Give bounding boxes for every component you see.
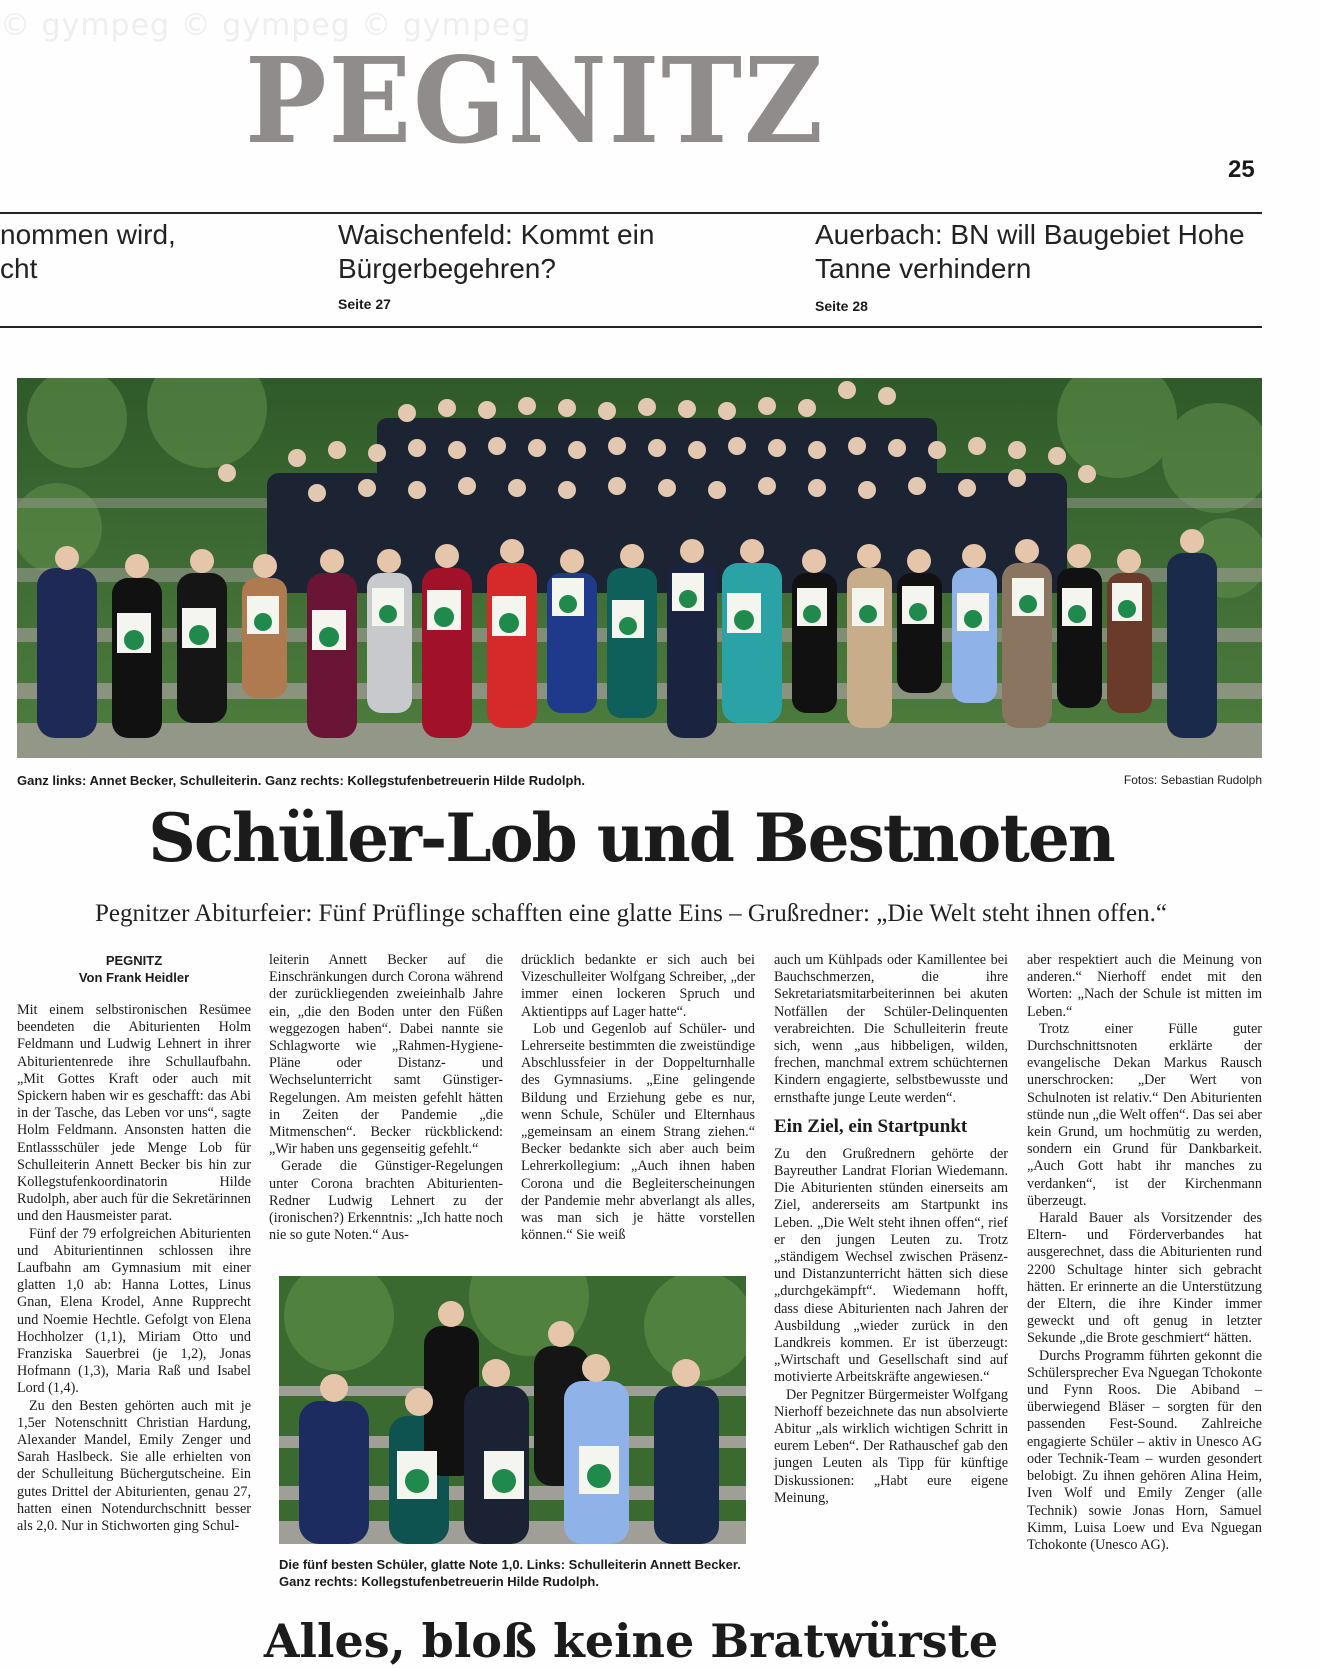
paragraph: Harald Bauer als Vorsitzender des Eltern- und Förderverbandes hat ausgerechnet, dass die Abiturienten rund 2200 Schultage hinter sich gebracht hätten. Er erinnerte an die Unterstützung der Eltern, die ihre Kinder immer geweckt und oft genug in letzter Sekunde „die Brote geschmiert“ hätten. bbox=[1027, 1210, 1262, 1347]
paragraph: aber respektiert auch die Meinung von anderen.“ Nierhoff endet mit den Worten: „Nach der Schule ist mitten im Leben.“ bbox=[1027, 952, 1262, 1020]
paragraph: auch um Kühlpads oder Kamillentee bei Bauchschmerzen, die ihre Sekretariatsmitarbeiterinnen bei akuten Notfällen der Schüler-Delinquenten verabreichten. Die Schulleiterin freute sich, wenn „aus hibbeligen, wilden, frechen, manchmal extrem schüchternen Kindern engagierte, selbstbewusste und ernsthafte junge Leute werden“. bbox=[774, 952, 1008, 1106]
group-photo-caption: Ganz links: Annet Becker, Schulleiterin. Ganz rechts: Kollegstufenbetreuerin Hilde Rudolph. bbox=[17, 773, 586, 788]
next-article-headline: Alles, bloß keine Bratwürste bbox=[263, 1614, 999, 1668]
paragraph: Der Pegnitzer Bürgermeister Wolfgang Nierhoff bezeichnete das nun absolvierte Abitur „als wirklich wichtigen Schritt in eurem Leben“. Der Rathauschef gab den jungen Leuten als Tipp für künftige Diskussionen: „Habt eure eigene Meinung, bbox=[774, 1386, 1008, 1506]
paragraph: Fünf der 79 erfolgreichen Abiturienten und Abiturientinnen schlossen ihre Laufbahn am Gymnasium mit einer glatten 1,0 ab: Hanna Lottes, Linus Gnan, Elena Krodel, Anne Rupprecht und Noemie Hechtle. Gefolgt von Elena Hochholzer (1,1), Miriam Otto und Franziska Sauerbrei (je 1,2), Jonas Hofmann (1,3), Maria Raß und Isabel Lord (1,4). bbox=[17, 1225, 251, 1397]
article-column-1 bbox=[17, 952, 251, 1535]
masthead: PEGNITZ bbox=[245, 31, 826, 170]
page-number: 25 bbox=[1228, 156, 1255, 183]
top-students-caption: Die fünf besten Schüler, glatte Note 1,0. Links: Schulleiterin Annett Becker. Ganz rechts: Kollegstufenbetreuerin Hilde Rudolph. bbox=[279, 1557, 741, 1589]
teaser-3-page: Seite 28 bbox=[815, 298, 868, 314]
article-subheadline: Pegnitzer Abiturfeier: Fünf Prüflinge schafften eine glatte Eins – Grußredner: „Die Welt steht ihnen offen.“ bbox=[95, 900, 1167, 927]
article-column-5 bbox=[1027, 952, 1262, 1554]
photo-credit: Fotos: Sebastian Rudolph bbox=[1123, 773, 1262, 787]
top-rule bbox=[0, 212, 1262, 214]
byline: Von Frank Heidler bbox=[78, 970, 190, 985]
article-column-2 bbox=[269, 952, 503, 1244]
top-students-photo bbox=[279, 1276, 746, 1544]
section-heading: Ein Ziel, ein Startpunkt bbox=[774, 1115, 968, 1137]
article-column-3 bbox=[521, 952, 755, 1244]
teaser-3-title[interactable]: Auerbach: BN will Baugebiet Hohe Tanne verhindern bbox=[815, 219, 1245, 284]
paragraph: drücklich bedankte er sich auch bei Vizeschulleiter Wolfgang Schreiber, „der immer einen lockeren Spruch und Aktientipps auf Lager hatte“. bbox=[521, 952, 755, 1020]
top-students-photo-image bbox=[279, 1276, 746, 1544]
article-column-4 bbox=[774, 952, 1008, 1507]
paragraph: Lob und Gegenlob auf Schüler- und Lehrerseite bestimmten die zweistündige Abschlussfeier in der Doppelturnhalle des Gymnasiums. „Eine gelingende Bildung und Erziehung gebe es nur, wenn Schule, Schüler und Elternhaus „gemeinsam an einem Strang ziehen.“ Becker bedankte sich aber auch beim Lehrerkollegium: „Auch ihnen haben Corona und die Begleiterscheinungen der Pandemie mehr abverlangt als alles, was man sich je hätte vorstellen können.“ Sie weiß bbox=[521, 1020, 755, 1244]
paragraph: Trotz einer Fülle guter Durchschnittsnoten erklärte der evangelische Dekan Markus Rausch unerschrocken: „Der Wert von Schulnoten ist relativ.“ Den Abiturienten stünde nun „die Welt offen“. Das sei aber kein Grund, um hochmütig zu werden, sondern ein Grund für Dankbarkeit. „Auch Gott habt ihr manches zu verdanken“, ist der Kirchenmann überzeugt. bbox=[1027, 1020, 1262, 1209]
paragraph: Zu den Besten gehörten auch mit je 1,5er Notenschnitt Christian Hardung, Alexander Mandel, Emily Zenger und Sarah Haslbeck. Sie alle erhielten von der Schulleitung Büchergutscheine. Ein gutes Drittel der Abiturienten, genau 27, hatten einen Notendurchschnitt besser als 2,0. Nur in Stichworten ging Schul- bbox=[17, 1397, 251, 1535]
teaser-2-page: Seite 27 bbox=[338, 296, 391, 312]
watermark-text: © gympeg © gympeg © gympeg bbox=[0, 8, 532, 43]
paragraph: Mit einem selbstironischen Resümee beendeten die Abiturienten Holm Feldmann und Ludwig Lehnert in ihrer Abiturientenrede ihre Schullaufbahn. „Mit Gottes Kraft oder auch mit Spickern haben wir es geschafft: das Abi in der Tasche, das Leben vor uns“, sagte Holm Feldmann. Ansonsten hatten die Entlassschüler jede Menge Lob für Schulleiterin Annett Becker bis hin zur Kollegstufenkoordinatorin Hilde Rudolph, aber auch für die Sekretärinnen und den Hausmeister parat. bbox=[17, 1002, 252, 1225]
article-headline: Schüler-Lob und Bestnoten bbox=[148, 799, 1114, 877]
paragraph: Zu den Grußrednern gehörte der Bayreuther Landrat Florian Wiedemann. Die Abiturienten stünden einerseits am Ziel, andererseits am Startpunkt ins Leben. „Die Welt steht ihnen offen“, rief er den jungen Leuten zu. Trotz „ständigem Wechsel zwischen Präsenz- und Distanzunterricht hätten sich diese „durchgekämpft“. Wiedemann hofft, dass diese Abiturienten nach Jahren der Ausbildung „wieder zurück in den Landkreis kommen. Er ist überzeugt: „Wirtschaft und Gesellschaft sind auf motivierte Arbeitskräfte angewiesen.“ bbox=[774, 1145, 1008, 1386]
teaser-1-title[interactable]: nommen wird, cht bbox=[0, 219, 176, 284]
dateline: PEGNITZ bbox=[105, 953, 163, 968]
paragraph: Gerade die Günstiger-Regelungen unter Corona brachten Abiturienten-Redner Ludwig Lehnert zu der (ironischen?) Erkenntnis: „Ich hatte noch nie so gute Noten.“ Aus- bbox=[269, 1158, 504, 1244]
teaser-2-title[interactable]: Waischenfeld: Kommt ein Bürgerbegehren? bbox=[338, 219, 655, 284]
group-photo bbox=[17, 378, 1262, 758]
paragraph: leiterin Annett Becker auf die Einschränkungen durch Corona während der zurückliegenden zweieinhalb Jahre ein, „die den Boden unter den Füßen weggezogen haben“. Dabei nannte sie Schlagworte wie „Rahmen-Hygiene-Pläne oder Distanz- und Wechselunterricht samt Günstiger-Regelungen. Am meisten gefehlt hätten in Zeiten der Pandemie „die Mitmenschen“. Becker rückblickend: „Wir haben uns gegenseitig gefehlt.“ bbox=[269, 952, 503, 1158]
teaser-bottom-rule bbox=[0, 326, 1262, 328]
group-photo-image bbox=[17, 378, 1262, 758]
paragraph: Durchs Programm führten gekonnt die Schülersprecher Eva Nguegan Tchokonte und Fynn Roos. Die Abiband – überwiegend Bläser – sorgten für den passenden Fest-Sound. Zahlreiche engagierte Schüler – aktiv in Unesco AG oder Technik-Team – wurden gesondert belobigt. Zu ihnen gehören Alina Heim, Iven Wolf und Emily Zenger (alle Technik) sowie Jonas Horn, Samuel Kimm, Luisa Loew und Eva Nguegan Tchokonte (Unesco AG). bbox=[1027, 1347, 1262, 1553]
